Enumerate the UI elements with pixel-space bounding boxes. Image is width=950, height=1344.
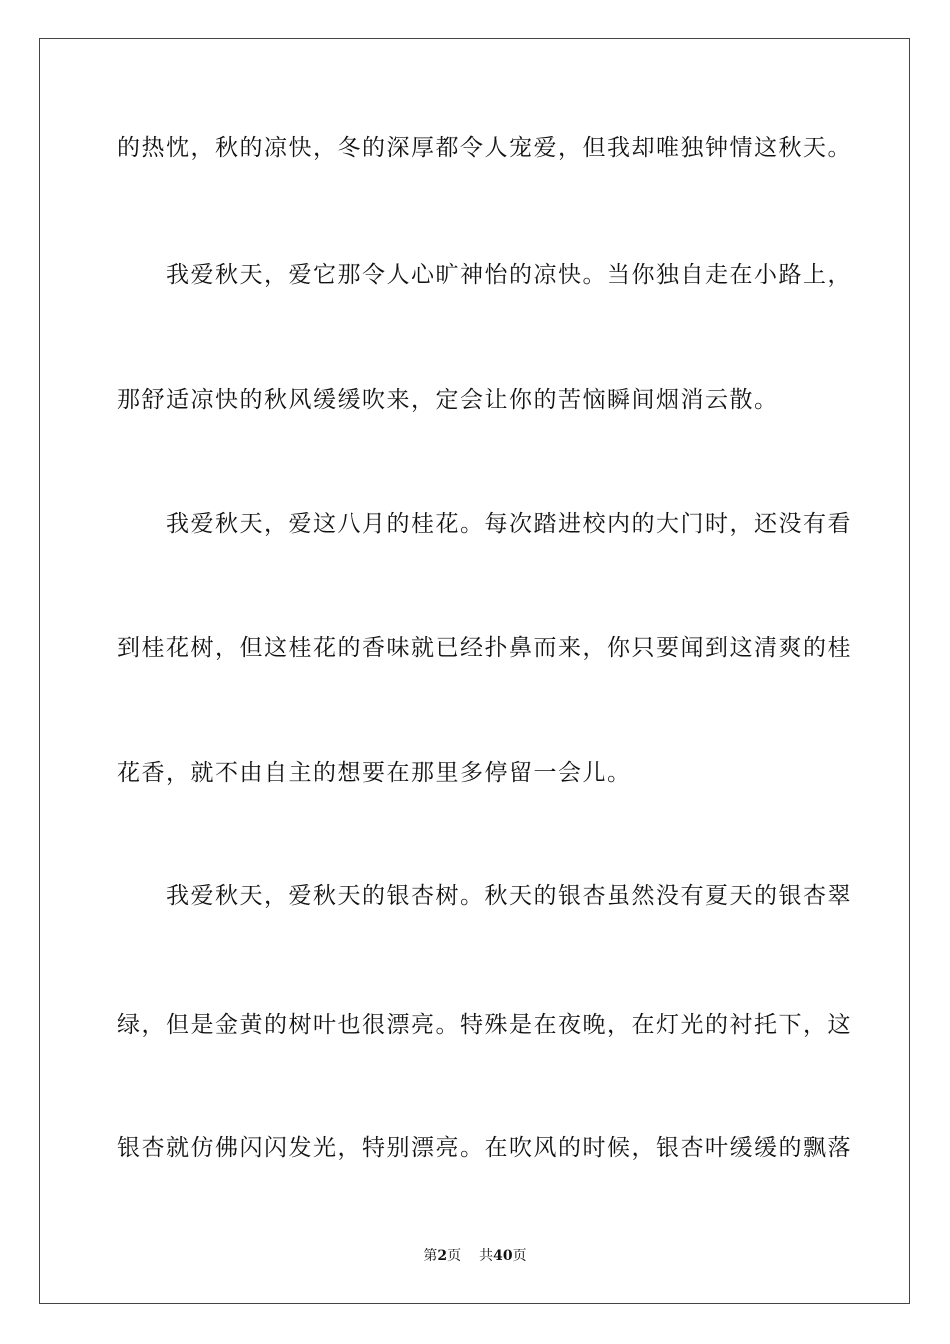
page-number: 2 [437, 1248, 448, 1264]
text-line-5: 到桂花树，但这桂花的香味就已经扑鼻而来，你只要闻到这清爽的桂 [117, 635, 852, 661]
page-footer [0, 1246, 950, 1266]
total-label-prefix: 共 [479, 1248, 494, 1264]
page-label-prefix: 第 [423, 1248, 438, 1264]
total-label-suffix: 页 [512, 1248, 527, 1264]
page-label-suffix: 页 [447, 1248, 462, 1264]
text-line-3: 那舒适凉快的秋风缓缓吹来，定会让你的苦恼瞬间烟消云散。 [117, 387, 779, 413]
text-line-8: 绿，但是金黄的树叶也很漂亮。特殊是在夜晚，在灯光的衬托下，这 [117, 1012, 852, 1038]
total-pages: 40 [493, 1248, 513, 1264]
text-line-2: 我爱秋天，爱它那令人心旷神怡的凉快。当你独自走在小路上， [117, 262, 852, 288]
text-line-1: 的热忱，秋的凉快，冬的深厚都令人宠爱，但我却唯独钟情这秋天。 [117, 135, 852, 161]
text-line-9: 银杏就仿佛闪闪发光，特别漂亮。在吹风的时候，银杏叶缓缓的飘落 [117, 1135, 852, 1161]
text-line-6: 花香，就不由自主的想要在那里多停留一会儿。 [117, 760, 632, 786]
text-line-7: 我爱秋天，爱秋天的银杏树。秋天的银杏虽然没有夏天的银杏翠 [117, 883, 852, 909]
page-border [39, 38, 910, 1304]
text-line-4: 我爱秋天，爱这八月的桂花。每次踏进校内的大门时，还没有看 [117, 511, 852, 537]
